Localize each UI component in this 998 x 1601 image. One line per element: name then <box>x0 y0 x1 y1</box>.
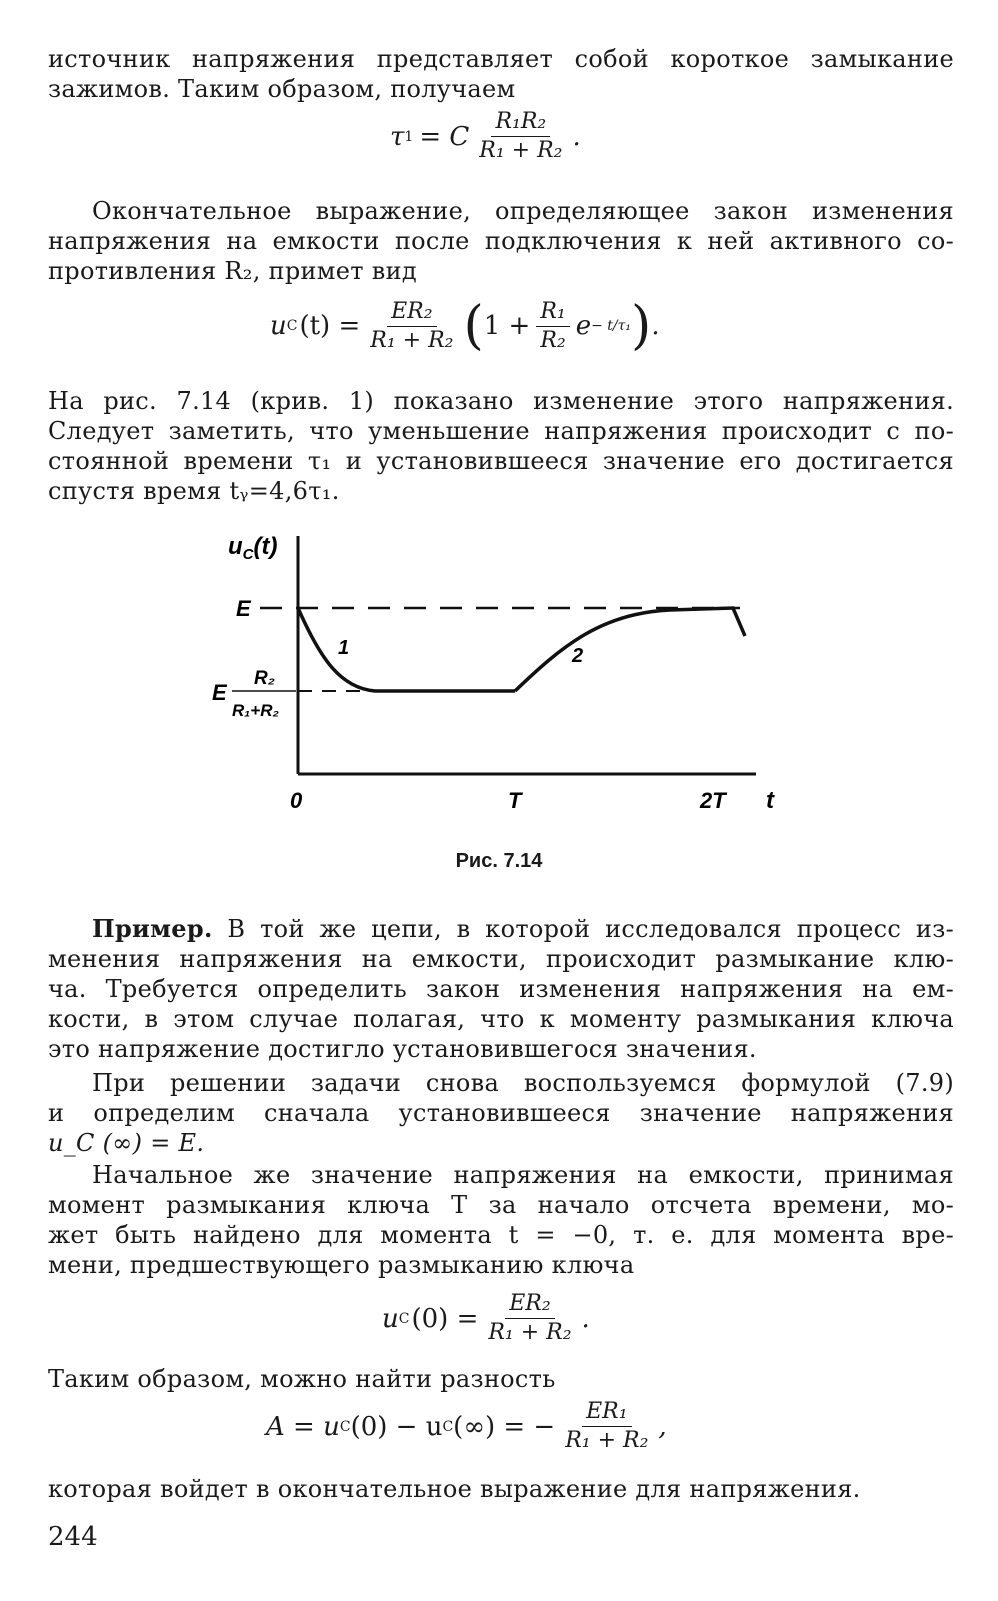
level-2-prefix: E <box>212 680 227 705</box>
formula-subscript: C <box>398 1310 410 1327</box>
figure-7-14 <box>200 528 800 828</box>
paragraph-intro <box>48 44 954 74</box>
figure-caption: Рис. 7.14 <box>455 850 543 872</box>
paragraph-7 <box>48 1364 954 1394</box>
paragraph-6-line-4 <box>48 1250 954 1280</box>
formula-mid: (0) − u <box>350 1411 443 1442</box>
formula-arg: (t) = <box>299 311 361 341</box>
text-line: кости, в этом случае полагая, что к моменту размыкания ключа <box>48 1005 954 1033</box>
paragraph-example-line-1 <box>48 914 954 944</box>
text-line: и определим сначала установившееся значение напряжения <box>48 1099 954 1127</box>
e-level-label: E <box>236 596 251 621</box>
formula-subscript: 1 <box>404 128 414 145</box>
paragraph-5-line-1 <box>48 1068 954 1098</box>
paragraph-example-line-4 <box>48 1004 954 1034</box>
example-lead: Пример. <box>92 914 213 943</box>
text-line: противления R₂, примет вид <box>48 257 417 285</box>
fraction-numerator: ER₁ <box>582 1398 631 1427</box>
page-number: 244 <box>48 1522 98 1552</box>
text-line: При решении задачи снова воспользуемся формулой (7.9) <box>92 1069 954 1097</box>
curve-2-label: 2 <box>572 645 584 667</box>
formula-symbol: τ <box>390 121 405 152</box>
formula-equals: = C <box>419 121 470 152</box>
formula-end: , <box>658 1411 667 1442</box>
curve-2 <box>515 608 745 691</box>
fraction-denominator: R₁ + R₂ <box>370 327 454 353</box>
level-2-numerator: R₂ <box>254 668 275 689</box>
text-line: зажимов. Таким образом, получаем <box>48 75 516 103</box>
paragraph-5-line-3 <box>48 1128 954 1158</box>
text-line: источник напряжения представляет собой короткое замыкание <box>48 45 954 73</box>
fraction-numerator: R₁ <box>536 298 569 327</box>
left-paren: ( <box>463 296 484 356</box>
fraction-denominator: R₁ + R₂ <box>565 1428 649 1453</box>
formula-subscript: C <box>286 318 298 334</box>
paragraph-2-line-3 <box>48 256 954 286</box>
formula-symbol: u <box>270 311 287 341</box>
fraction <box>475 108 566 165</box>
text-line: ча. Требуется определить закон изменения напряжения на ем- <box>48 975 954 1003</box>
text-line: жет быть найдено для момента t = −0, т. е. для момента вре- <box>48 1221 954 1249</box>
paragraph-3-line-4 <box>48 476 954 506</box>
paragraph-example-line-5 <box>48 1034 954 1064</box>
text-line: u_C (∞) = E. <box>48 1129 205 1157</box>
paragraph-6-line-3 <box>48 1220 954 1250</box>
curve-1 <box>298 608 515 691</box>
text-line: напряжения на емкости после подключения к ней активного со- <box>48 227 954 255</box>
fraction-denominator: R₁ + R₂ <box>488 1320 572 1345</box>
paragraph-2-line-1 <box>48 196 954 226</box>
x-axis-label: t <box>766 787 774 814</box>
text-line: стоянной времени τ₁ и установившееся значение его достигается <box>48 447 954 475</box>
paragraph-5-line-2 <box>48 1098 954 1128</box>
formula-arg: (0) = <box>411 1303 479 1334</box>
text-line: Следует заметить, что уменьшение напряжения происходит с по- <box>48 417 954 445</box>
text-line: мени, предшествующего размыканию ключа <box>48 1251 635 1279</box>
paragraph-3-line-1 <box>48 386 954 416</box>
paragraph-6-line-1 <box>48 1160 954 1190</box>
text-line: Таким образом, можно найти разность <box>48 1365 556 1393</box>
paragraph-2-line-2 <box>48 226 954 256</box>
text-line <box>48 914 954 944</box>
paragraph-3-line-3 <box>48 446 954 476</box>
level-2-denominator: R₁+R₂ <box>232 701 279 720</box>
paragraph-3-line-2 <box>48 416 954 446</box>
fraction-numerator: ER₂ <box>505 1290 554 1319</box>
formula-exponent: − t/τ₁ <box>591 318 632 334</box>
paragraph-6-line-2 <box>48 1190 954 1220</box>
x-tick-t: T <box>508 788 522 813</box>
formula-symbol: u <box>382 1303 399 1334</box>
y-axis-label: $u_C(t)$ <box>228 533 278 563</box>
fraction <box>536 298 569 355</box>
formula-end: . <box>572 121 581 152</box>
text-line: момент размыкания ключа T за начало отсчета времени, мо- <box>48 1191 954 1219</box>
fraction <box>561 1398 652 1455</box>
fraction <box>484 1290 575 1347</box>
formula-mid: (∞) = − <box>453 1411 556 1442</box>
text-line: спустя время tᵧ=4,6τ₁. <box>48 477 340 505</box>
formula-uc-t <box>270 296 660 356</box>
text-line: Окончательное выражение, определяющее закон изменения <box>92 197 954 225</box>
text-line: Начальное же значение напряжения на емкости, принимая <box>92 1161 954 1189</box>
text-line: менения напряжения на емкости, происходит размыкание клю- <box>48 945 954 973</box>
formula-subscript: C <box>339 1418 351 1435</box>
paragraph-8 <box>48 1474 954 1504</box>
example-text: В той же цепи, в которой исследовался процесс из- <box>212 915 954 943</box>
fraction <box>366 298 457 355</box>
formula-one: 1 + <box>483 311 531 341</box>
formula-a <box>266 1398 667 1455</box>
formula-lhs: A = u <box>266 1411 340 1442</box>
formula-tau <box>390 108 581 165</box>
formula-uc-0 <box>382 1290 590 1347</box>
text-line: На рис. 7.14 (крив. 1) показано изменение этого напряжения. <box>48 387 954 415</box>
fraction-numerator: R₁R₂ <box>491 108 550 137</box>
paragraph-intro-end <box>48 74 954 104</box>
curve-1-label: 1 <box>338 637 350 659</box>
x-tick-2t: 2T <box>700 788 726 813</box>
fraction-denominator: R₁ + R₂ <box>479 138 563 163</box>
paragraph-example-line-2 <box>48 944 954 974</box>
fraction-denominator: R₂ <box>540 327 566 353</box>
paragraph-example-line-3 <box>48 974 954 1004</box>
fraction-numerator: ER₂ <box>387 298 436 327</box>
formula-end: . <box>581 1303 590 1334</box>
formula-subscript: C <box>442 1418 454 1435</box>
text-line: это напряжение достигло установившегося значения. <box>48 1035 757 1063</box>
text-line: которая войдет в окончательное выражение для напряжения. <box>48 1475 861 1503</box>
formula-exp-base: e <box>575 311 592 341</box>
x-tick-0: 0 <box>290 788 303 813</box>
formula-end: . <box>651 311 660 341</box>
right-paren: ) <box>631 296 652 356</box>
